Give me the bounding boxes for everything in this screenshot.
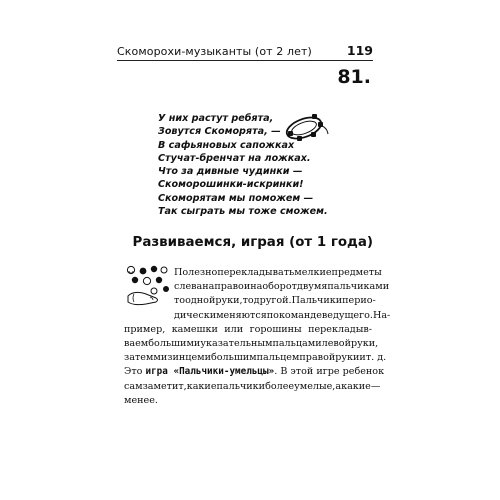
- word: пальцем: [256, 352, 300, 364]
- word: мизинцем: [153, 352, 205, 364]
- poem-line: У них растут ребята,: [158, 113, 274, 124]
- word: какие: [186, 380, 217, 392]
- word: и: [359, 352, 366, 364]
- word: сам: [124, 380, 143, 392]
- word: по: [266, 309, 279, 321]
- poem-line: Скоморошинки-искринки!: [158, 179, 304, 191]
- word: руки,: [350, 337, 379, 349]
- game-name: игра «Пальчики-умельцы»: [145, 366, 275, 378]
- word: умелые,: [294, 380, 336, 392]
- section-number: 81.: [337, 66, 371, 88]
- word: заметит,: [142, 380, 187, 392]
- text-line: [124, 294, 376, 308]
- word: На-: [372, 309, 391, 321]
- word: перекладывать: [217, 267, 295, 278]
- word: Полезно: [174, 267, 218, 278]
- word: руки,: [215, 295, 243, 307]
- word: и: [204, 352, 211, 364]
- text-line: [124, 309, 391, 323]
- poem-line: Что за дивные чудинки —: [158, 166, 303, 177]
- text-line: [124, 280, 390, 294]
- word: большим: [211, 352, 257, 364]
- word: перио-: [342, 295, 376, 307]
- text-line: [124, 266, 382, 280]
- running-title: Скоморохи-музыканты (от 2 лет): [117, 45, 312, 58]
- word: т. д.: [365, 352, 387, 364]
- word: —: [370, 380, 381, 392]
- word: затем: [124, 352, 154, 364]
- word: или: [224, 323, 244, 335]
- word: пальчиками: [327, 281, 390, 293]
- poem-line: Зовутся Скоморята, —: [158, 126, 281, 138]
- text-run-before: Это: [124, 366, 146, 378]
- text-line: [124, 394, 372, 408]
- word: и: [193, 337, 201, 349]
- word: перекладыв-: [308, 323, 372, 335]
- word: другой.: [253, 295, 292, 307]
- word: предметы: [331, 267, 382, 278]
- section-heading: Развиваемся, играя (от 1 года): [132, 235, 373, 250]
- poem-line: Стучат-бренчат на ложках.: [158, 152, 311, 164]
- word: ведущего.: [321, 309, 373, 321]
- word: двумя: [296, 281, 328, 293]
- word: то: [242, 295, 254, 307]
- tambourine-icon: [282, 110, 330, 146]
- header-rule: [117, 60, 373, 61]
- word: одной: [185, 295, 216, 307]
- text-line: [124, 351, 387, 365]
- word: ваем: [124, 337, 149, 349]
- poem-line: Так сыграть мы тоже сможем.: [158, 205, 328, 217]
- word: пальчики: [216, 380, 266, 392]
- word: пример,: [124, 323, 166, 335]
- word: направо: [202, 281, 244, 293]
- word: большим: [148, 337, 194, 349]
- word: горошины: [249, 323, 302, 335]
- word: то: [174, 295, 186, 307]
- word: камешки: [171, 323, 218, 335]
- word: а: [335, 380, 342, 392]
- word: пальцами: [272, 337, 322, 349]
- word: какие: [341, 380, 371, 392]
- poem-line: Скоморятам мы поможем —: [158, 192, 314, 204]
- text-run: [124, 365, 384, 379]
- word: менее.: [124, 394, 158, 406]
- word: указательным: [200, 337, 273, 349]
- text-line: [124, 365, 385, 379]
- page-number: 119: [346, 43, 373, 58]
- word: дически: [174, 309, 217, 321]
- word: наоборот: [250, 281, 297, 293]
- running-head: [117, 43, 373, 58]
- word: слева: [174, 281, 203, 293]
- word: команде: [278, 309, 322, 321]
- word: меняются: [216, 309, 267, 321]
- text-run-after: . В этой игре ребенок: [274, 366, 385, 378]
- word: и: [243, 281, 251, 293]
- word: более: [265, 380, 295, 392]
- word: мелкие: [294, 267, 332, 278]
- word: Пальчики: [291, 295, 343, 307]
- word: правой: [299, 352, 336, 364]
- body-paragraph: [124, 266, 391, 408]
- word: левой: [321, 337, 351, 349]
- text-line: [124, 380, 381, 394]
- word: руки: [335, 352, 360, 364]
- text-line: [124, 337, 379, 351]
- poem-line: В сафьяновых сапожках: [158, 139, 295, 151]
- text-line: [124, 323, 372, 337]
- poem-stanza-2: [158, 165, 328, 218]
